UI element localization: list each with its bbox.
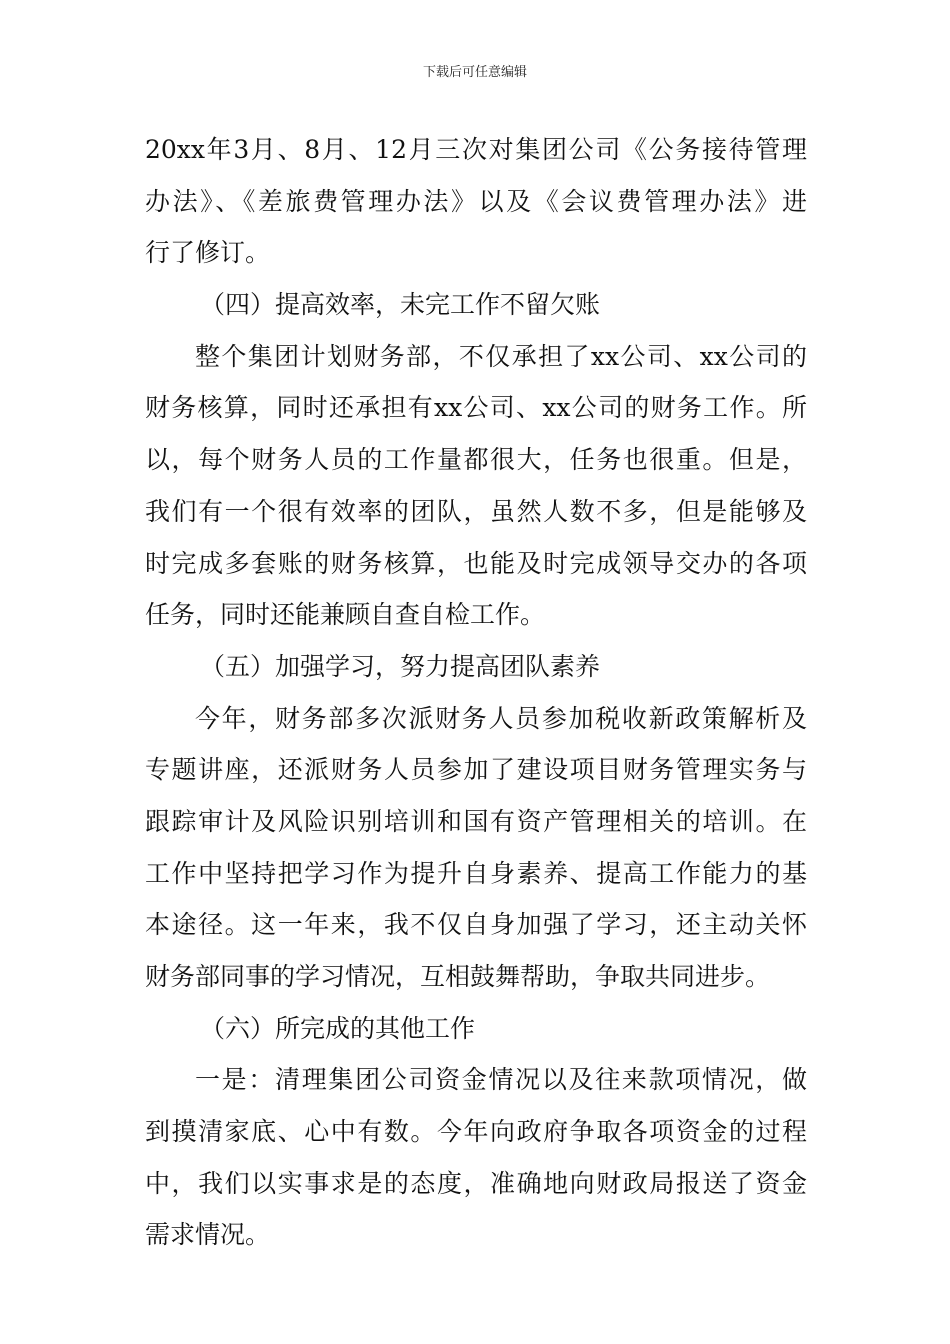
paragraph-line: 需求情况。 — [145, 1220, 271, 1250]
section-heading-5: （五）加强学习，努力提高团队素养 — [200, 651, 601, 681]
paragraph-line: 一是：清理集团公司资金情况以及往来款项情况，做 — [195, 1065, 807, 1095]
paragraph-line: 今年，财务部多次派财务人员参加税收新政策解析及 — [195, 703, 807, 733]
paragraph-line: 行了修订。 — [145, 238, 271, 268]
paragraph-line: 整个集团计划财务部，不仅承担了xx公司、xx公司的 — [195, 341, 807, 371]
paragraph-line: 本途径。这一年来，我不仅自身加强了学习，还主动关怀 — [145, 910, 807, 940]
paragraph-line: 我们有一个很有效率的团队，虽然人数不多，但是能够及 — [145, 496, 807, 526]
section-heading-6: （六）所完成的其他工作 — [200, 1013, 476, 1043]
page-header: 下载后可任意编辑 — [422, 65, 527, 80]
document-body — [145, 124, 807, 1261]
paragraph-line: 以，每个财务人员的工作量都很大，任务也很重。但是， — [145, 445, 807, 475]
paragraph-line: 财务核算，同时还承担有xx公司、xx公司的财务工作。所 — [145, 393, 807, 423]
paragraph-line: 财务部同事的学习情况，互相鼓舞帮助，争取共同进步。 — [145, 962, 771, 991]
paragraph-line: 时完成多套账的财务核算，也能及时完成领导交办的各项 — [145, 548, 807, 578]
paragraph-line: 跟踪审计及风险识别培训和国有资产管理相关的培训。在 — [145, 806, 807, 836]
section-heading-4: （四）提高效率，未完工作不留欠账 — [200, 290, 601, 320]
paragraph-line: 任务，同时还能兼顾自查自检工作。 — [145, 600, 546, 630]
paragraph-line: 专题讲座，还派财务人员参加了建设项目财务管理实务与 — [145, 755, 807, 785]
paragraph-line: 中，我们以实事求是的态度，准确地向财政局报送了资金 — [145, 1168, 807, 1198]
paragraph-line: 工作中坚持把学习作为提升自身素养、提高工作能力的基 — [145, 858, 807, 888]
paragraph-line: 办法》、《差旅费管理办法》以及《会议费管理办法》进 — [145, 186, 807, 216]
paragraph-line: 20xx年3月、8月、12月三次对集团公司《公务接待管理 — [145, 135, 807, 164]
paragraph-line: 到摸清家底、心中有数。今年向政府争取各项资金的过程 — [145, 1117, 807, 1147]
